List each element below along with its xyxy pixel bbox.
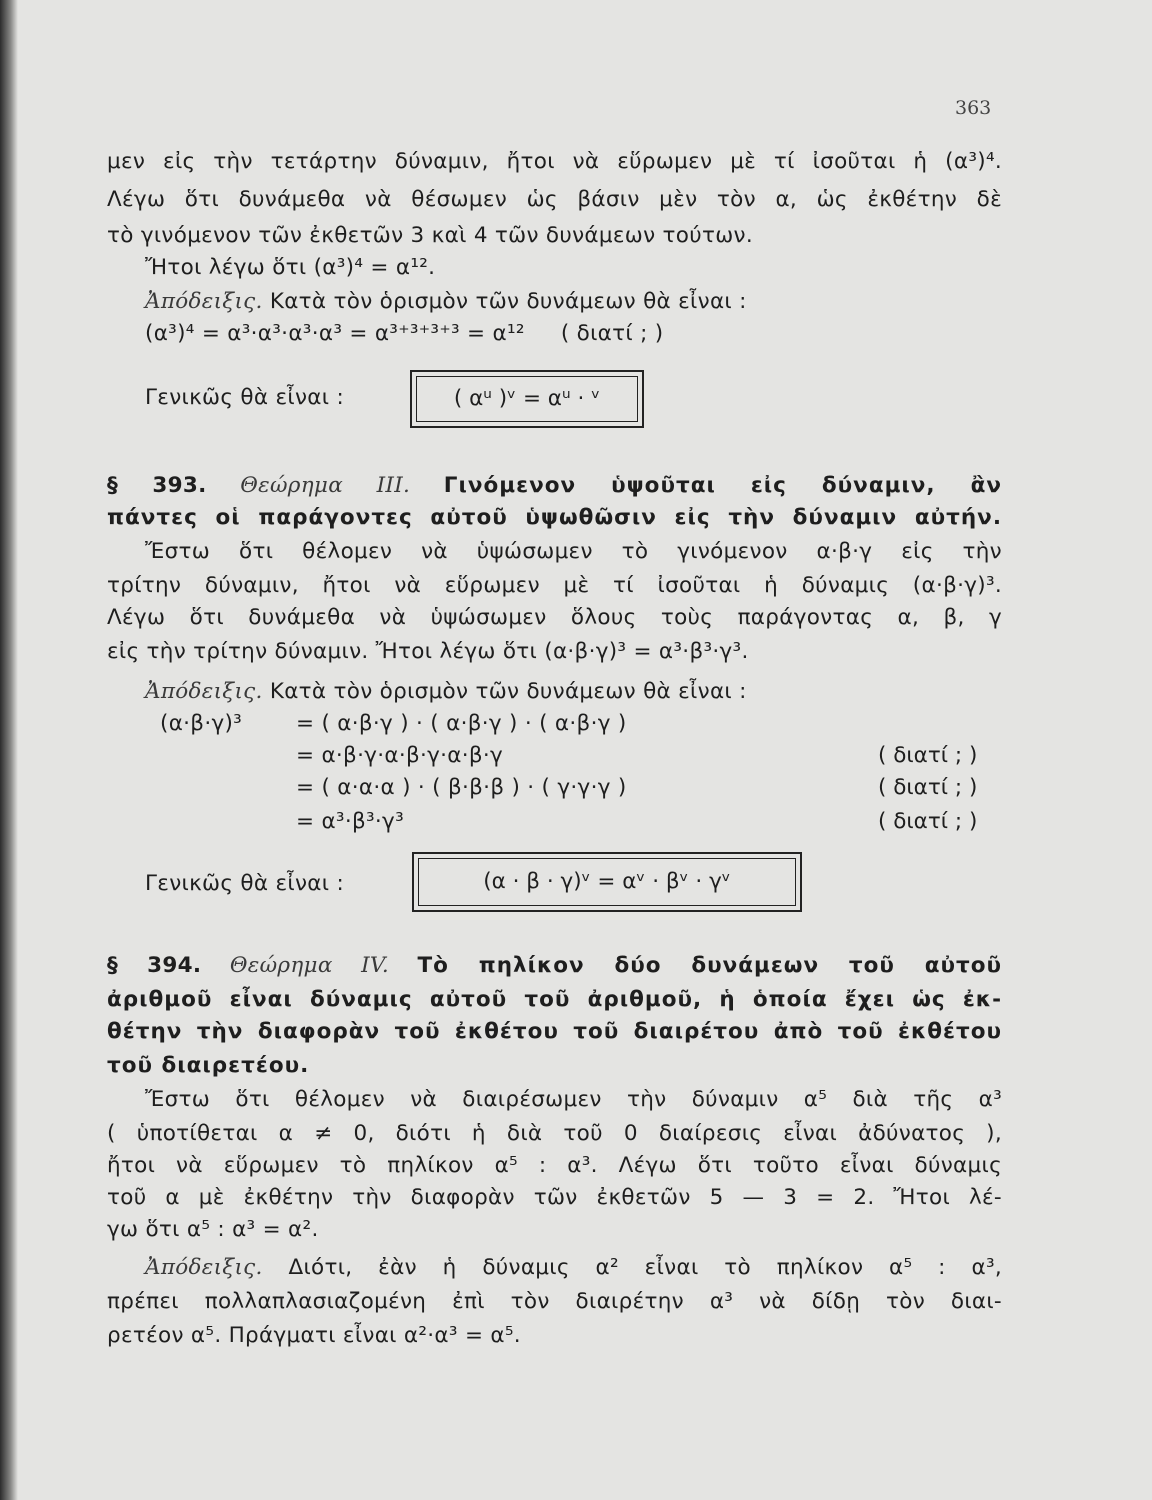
general-label: Γενικῶς θὰ εἶναι : bbox=[145, 385, 345, 410]
theorem-title-line: ἀριθμοῦ εἶναι δύναμις αὐτοῦ τοῦ ἀριθμοῦ, ἡ ὁποία ἔχει ὡς ἐκ- bbox=[107, 987, 1002, 1012]
theorem-heading bbox=[107, 470, 1002, 502]
theorem-label: Θεώρημα IV. bbox=[229, 953, 390, 978]
theorem-heading bbox=[107, 950, 1002, 982]
text-line: Ἔστω ὅτι θέλομεν νὰ ὑψώσωμεν τὸ γινόμενον α·β·γ εἰς τὴν bbox=[145, 539, 1002, 564]
formula-text: (α · β · γ)ᵛ = αᵛ · βᵛ · γᵛ bbox=[483, 869, 731, 894]
text-line: μεν εἰς τὴν τετάρτην δύναμιν, ἤτοι νὰ εὕρωμεν μὲ τί ἰσοῦται ἡ (α³)⁴. bbox=[107, 149, 1002, 174]
proof-text: Κατὰ τὸν ὁρισμὸν τῶν δυνάμεων θὰ εἶναι : bbox=[269, 679, 747, 704]
equation-step: = α³·β³·γ³ bbox=[296, 809, 404, 834]
text-line: ( ὑποτίθεται α ≠ 0, διότι ἡ διὰ τοῦ 0 διαίρεσις εἶναι ἀδύνατος ), bbox=[107, 1121, 1002, 1146]
text-line: ρετέον α⁵. Πράγματι εἶναι α²·α³ = α⁵. bbox=[107, 1323, 521, 1348]
why-note: ( διατί ; ) bbox=[878, 809, 978, 834]
text-line: πρέπει πολλαπλασιαζομένη ἐπὶ τὸν διαιρέτην α³ νὰ δίδῃ τὸν διαι- bbox=[107, 1289, 1002, 1314]
general-label: Γενικῶς θὰ εἶναι : bbox=[145, 871, 345, 896]
section-number: § 393. bbox=[107, 473, 207, 498]
equation-step: = ( α·β·γ ) · ( α·β·γ ) · ( α·β·γ ) bbox=[296, 711, 627, 736]
boxed-formula bbox=[410, 370, 644, 428]
text-line: Λέγω ὅτι δυνάμεθα νὰ θέσωμεν ὡς βάσιν μὲν τὸν α, ὡς ἐκθέτην δὲ bbox=[107, 187, 1002, 212]
text-line: τὸ γινόμενον τῶν ἐκθετῶν 3 καὶ 4 τῶν δυνάμεων τούτων. bbox=[107, 223, 753, 248]
proof-text: Διότι, ἐὰν ἡ δύναμις α² εἶναι τὸ πηλίκον α⁵ : α³, bbox=[288, 1255, 1002, 1280]
equation-lhs: (α·β·γ)³ bbox=[160, 711, 243, 736]
boxed-formula bbox=[412, 852, 802, 912]
equation-step: = ( α·α·α ) · ( β·β·β ) · ( γ·γ·γ ) bbox=[296, 775, 627, 800]
proof-line bbox=[145, 1252, 1002, 1284]
text-line: τρίτην δύναμιν, ἤτοι νὰ εὕρωμεν μὲ τί ἰσοῦται ἡ δύναμις (α·β·γ)³. bbox=[107, 573, 1002, 598]
proof-label: Ἀπόδειξις. bbox=[145, 1255, 263, 1280]
text-line: Ἤτοι λέγω ὅτι (α³)⁴ = α¹². bbox=[145, 255, 436, 280]
theorem-title: Τὸ πηλίκον δύο δυνάμεων τοῦ αὐτοῦ bbox=[417, 953, 1003, 978]
theorem-label: Θεώρημα III. bbox=[240, 473, 411, 498]
text-line: τοῦ α μὲ ἐκθέτην τὴν διαφορὰν τῶν ἐκθετῶν 5 — 3 = 2. Ἤτοι λέ- bbox=[107, 1185, 1002, 1210]
theorem-title-line: πάντες οἱ παράγοντες αὐτοῦ ὑψωθῶσιν εἰς τὴν δύναμιν αὐτήν. bbox=[107, 505, 1002, 530]
why-note: ( διατί ; ) bbox=[878, 743, 978, 768]
proof-label: Ἀπόδειξις. bbox=[145, 679, 263, 704]
theorem-title-line: θέτην τὴν διαφορὰν τοῦ ἐκθέτου τοῦ διαιρέτου ἀπὸ τοῦ ἐκθέτου bbox=[107, 1019, 1002, 1044]
section-number: § 394. bbox=[107, 953, 202, 978]
page-number: 363 bbox=[955, 97, 992, 119]
proof-line bbox=[145, 676, 1002, 708]
proof-label: Ἀπόδειξις. bbox=[145, 289, 263, 314]
text-line: Ἔστω ὅτι θέλομεν νὰ διαιρέσωμεν τὴν δύναμιν α⁵ διὰ τῆς α³ bbox=[145, 1087, 1002, 1112]
why-note: ( διατί ; ) bbox=[560, 321, 664, 346]
book-spine-shadow bbox=[0, 0, 18, 1500]
proof-line bbox=[145, 286, 1002, 318]
text-line: εἰς τὴν τρίτην δύναμιν. Ἤτοι λέγω ὅτι (α·β·γ)³ = α³·β³·γ³. bbox=[107, 639, 749, 664]
equation-line bbox=[145, 318, 1002, 350]
formula-text: ( αᵘ )ᵛ = αᵘ · ᵛ bbox=[453, 386, 601, 411]
theorem-title: Γινόμενον ὑψοῦται εἰς δύναμιν, ἂν bbox=[443, 473, 1002, 498]
proof-text: Κατὰ τὸν ὁρισμὸν τῶν δυνάμεων θὰ εἶναι : bbox=[269, 289, 747, 314]
why-note: ( διατί ; ) bbox=[878, 775, 978, 800]
text-line: γω ὅτι α⁵ : α³ = α². bbox=[107, 1217, 319, 1242]
text-line: ἤτοι νὰ εὕρωμεν τὸ πηλίκον α⁵ : α³. Λέγω ὅτι τοῦτο εἶναι δύναμις bbox=[107, 1153, 1002, 1178]
equation: (α³)⁴ = α³·α³·α³·α³ = α³⁺³⁺³⁺³ = α¹² bbox=[145, 321, 525, 346]
equation-step: = α·β·γ·α·β·γ·α·β·γ bbox=[296, 743, 504, 768]
text-line: Λέγω ὅτι δυνάμεθα νὰ ὑψώσωμεν ὅλους τοὺς παράγοντας α, β, γ bbox=[107, 605, 1002, 630]
theorem-title-line: τοῦ διαιρετέου. bbox=[107, 1053, 310, 1078]
